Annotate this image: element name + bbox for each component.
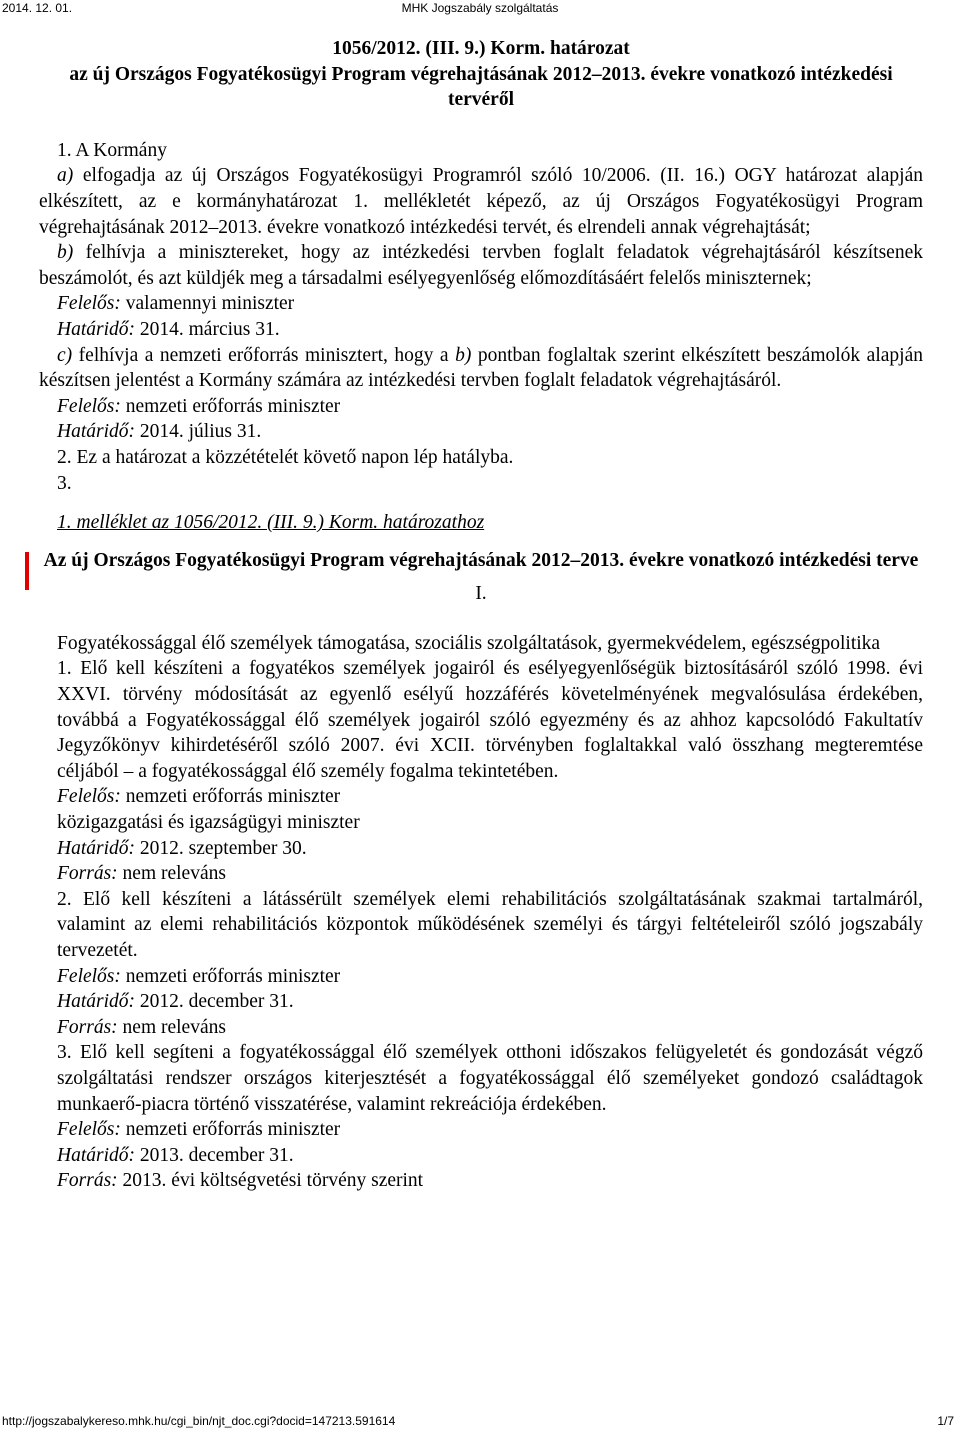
change-marker [25, 552, 29, 590]
point-b-text: felhívja a minisztereket, hogy az intézkedési tervben foglalt feladatok végrehajtásáról készítsenek beszámolót, és azt küldjék meg a társadalmi esélyegyenlőség előmozdításáért felelős miniszternek; [39, 242, 923, 289]
hatarido-value: 2014. március 31. [135, 318, 280, 340]
forras-label: Forrás: [57, 1016, 118, 1038]
point-a-text: elfogadja az új Országos Fogyatékosügyi Programról szóló 10/2006. (II. 16.) OGY határozat alapján elkészített, az e kormányhatározat 1. mellékletét képező, az új Országos Fogyatékosügyi Program végrehajtásának 2012–2013. évekre vonatkozó intézkedési tervét, és elrendeli annak végrehajtását; [39, 165, 923, 238]
item-3-felelos [39, 1117, 923, 1143]
item-1: 1. Elő kell készíteni a fogyatékos személyek jogairól és esélyegyenlőségük biztosításáról szóló 1998. évi XXVI. törvény módosítását az egyenlő esélyű hozzáférés követelményének megvalósulása érdekében, továbbá a Fogyatékossággal élő személyek jogairól szóló egyezmény és az ahhoz kapcsolódó Fakultatív Jegyzőkönyv kihirdetéséről szóló 2007. évi XCII. törvényben foglaltakkal való összhang megteremtése céljából – a fogyatékossággal élő személy fogalma tekintetében. [57, 658, 923, 782]
point-a [39, 163, 923, 240]
forras-label: Forrás: [57, 1170, 118, 1192]
section-title: Fogyatékossággal élő személyek támogatása, szociális szolgáltatások, gyermekvédelem, egészségpolitika [57, 632, 881, 654]
item-1-felelos-2: közigazgatási és igazságügyi miniszter [57, 812, 360, 834]
felelos-label: Felelős: [57, 1119, 121, 1141]
paragraph-3: 3. [57, 472, 72, 494]
item-2-hatarido [39, 989, 923, 1015]
hatarido-label: Határidő: [57, 318, 135, 340]
felelos-label: Felelős: [57, 395, 121, 417]
document-body [39, 36, 923, 1194]
annex-reference: 1. melléklet az 1056/2012. (III. 9.) Korm. határozathoz [57, 512, 485, 534]
document-subtitle: az új Országos Fogyatékosügyi Program végrehajtásának 2012–2013. évekre vonatkozó intézkedési tervéről [69, 63, 893, 111]
felelos-value: nemzeti erőforrás miniszter [120, 965, 341, 987]
item-1-felelos [39, 784, 923, 810]
forras-value: 2013. évi költségvetési törvény szerint [117, 1170, 424, 1192]
point-b-hatarido [39, 317, 923, 343]
item-1-forras [39, 861, 923, 887]
hatarido-label: Határidő: [57, 991, 135, 1013]
felelos-value: nemzeti erőforrás miniszter [120, 786, 341, 808]
point-c [39, 343, 923, 394]
hatarido-value: 2012. szeptember 30. [135, 837, 307, 859]
item-2: 2. Elő kell készíteni a látássérült személyek elemi rehabilitációs szolgáltatásának szakmai tartalmáról, valamint az elemi rehabilitációs központok működésének személyi és tárgyi feltételeiről szóló jogszabály tervezetét. [57, 888, 923, 961]
item-1-hatarido [39, 836, 923, 862]
hatarido-label: Határidő: [57, 421, 135, 443]
footer-page-number: 1/7 [937, 1414, 954, 1428]
hatarido-value: 2014. július 31. [135, 421, 262, 443]
forras-value: nem releváns [117, 863, 226, 885]
item-3-hatarido [39, 1143, 923, 1169]
point-c-hatarido [39, 419, 923, 445]
felelos-value: nemzeti erőforrás miniszter [120, 395, 341, 417]
item-2-felelos [39, 964, 923, 990]
hatarido-value: 2013. december 31. [135, 1144, 294, 1166]
point-b [39, 240, 923, 291]
paragraph-2: 2. Ez a határozat a közzétételét követő napon lép hatályba. [57, 446, 514, 468]
felelos-label: Felelős: [57, 293, 121, 315]
annex-title: Az új Országos Fogyatékosügyi Program végrehajtásának 2012–2013. évekre vonatkozó intézkedési terve [43, 549, 919, 571]
point-c-text2: pontban foglaltak szerint elkészített beszámolók alapján készítsen jelentést a Kormány számára az intézkedési tervben foglalt feladatok végrehajtásáról. [39, 344, 923, 392]
felelos-label: Felelős: [57, 786, 121, 808]
point-a-label: a) [57, 165, 74, 187]
point-b-felelos [39, 291, 923, 317]
roman-numeral: I. [475, 583, 487, 605]
item-2-forras [39, 1015, 923, 1041]
forras-value: nem releváns [117, 1016, 226, 1038]
point-c-ref: b) [455, 344, 472, 366]
paragraph-1: 1. A Kormány [57, 139, 167, 161]
hatarido-label: Határidő: [57, 1144, 135, 1166]
point-c-felelos [39, 394, 923, 420]
point-c-text1: felhívja a nemzeti erőforrás minisztert, hogy a [72, 344, 456, 366]
felelos-value: nemzeti erőforrás miniszter [120, 1119, 341, 1141]
footer-url: http://jogszabalykereso.mhk.hu/cgi_bin/njt_doc.cgi?docid=147213.591614 [2, 1414, 396, 1428]
hatarido-label: Határidő: [57, 837, 135, 859]
forras-label: Forrás: [57, 863, 118, 885]
hatarido-value: 2012. december 31. [135, 991, 294, 1013]
felelos-value: valamennyi miniszter [120, 293, 295, 315]
point-b-label: b) [57, 242, 74, 264]
item-3: 3. Elő kell segíteni a fogyatékossággal élő személyek otthoni időszakos felügyeletét és gondozását végző szolgáltatási rendszer országos kiterjesztését a fogyatékossággal élő személyeket gondozó családtagok munkaerő-piacra történő visszatérése, valamint rekreációja érdekében. [57, 1042, 923, 1115]
item-3-forras [39, 1168, 923, 1194]
header-site-name: MHK Jogszabály szolgáltatás [401, 1, 559, 15]
point-c-label: c) [57, 344, 73, 366]
felelos-label: Felelős: [57, 965, 121, 987]
header-date: 2014. 12. 01. [2, 1, 73, 15]
document-title: 1056/2012. (III. 9.) Korm. határozat [332, 38, 630, 59]
